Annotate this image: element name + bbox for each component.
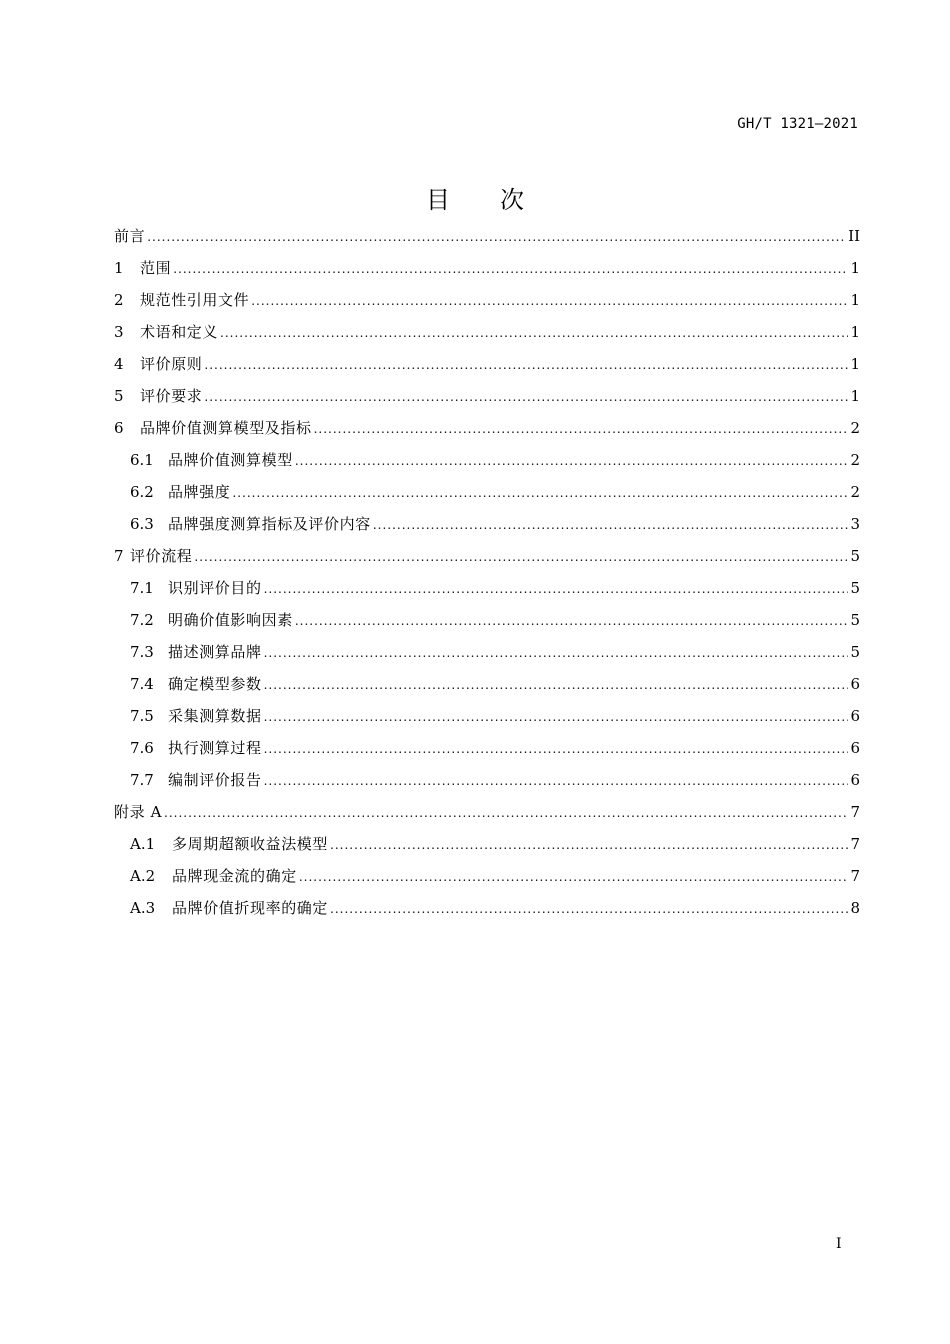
toc-entry-number: 3 bbox=[114, 323, 124, 341]
toc-entry-label: 确定模型参数 bbox=[168, 675, 262, 693]
toc-leader bbox=[194, 541, 848, 573]
toc-entry-label: 评价原则 bbox=[140, 355, 203, 373]
toc-title bbox=[0, 180, 950, 215]
toc-entry-label: 编制评价报告 bbox=[168, 771, 262, 789]
toc-entry-4[interactable] bbox=[114, 348, 860, 380]
toc-leader bbox=[264, 701, 849, 733]
toc-entry-number: 7 bbox=[114, 547, 124, 565]
toc-leader bbox=[173, 253, 848, 285]
toc-leader bbox=[264, 669, 849, 701]
toc-entry-label: 评价要求 bbox=[140, 387, 203, 405]
toc-entry-2[interactable] bbox=[114, 284, 860, 316]
toc-entry-label: 品牌强度测算指标及评价内容 bbox=[168, 515, 371, 533]
toc-entry-number: A.1 bbox=[130, 835, 156, 853]
toc-leader bbox=[204, 381, 848, 413]
toc-entry-number: 1 bbox=[114, 259, 124, 277]
toc-entry-page: 5 bbox=[850, 547, 860, 565]
toc-leader bbox=[330, 893, 848, 925]
toc-entry-number: 2 bbox=[114, 291, 124, 309]
toc-leader bbox=[204, 349, 848, 381]
toc-entry-label: 范围 bbox=[140, 259, 172, 277]
toc-leader bbox=[147, 221, 846, 253]
toc-entry-page: 6 bbox=[850, 707, 860, 725]
toc-leader bbox=[330, 829, 848, 861]
page-number: I bbox=[836, 1236, 842, 1252]
toc-leader bbox=[299, 861, 849, 893]
toc-entry-label: 描述测算品牌 bbox=[168, 643, 262, 661]
toc-entry-label: 品牌价值测算模型 bbox=[168, 451, 293, 469]
toc-entry-number: 7.5 bbox=[130, 707, 154, 725]
toc-entry-label: 附录 A bbox=[114, 803, 163, 821]
toc-entry-number: 6 bbox=[114, 419, 124, 437]
toc-leader bbox=[373, 509, 849, 541]
toc-entry-6-3[interactable] bbox=[114, 508, 860, 540]
toc-entry-number: 7.2 bbox=[130, 611, 154, 629]
toc-title-part1: 目 bbox=[426, 186, 450, 214]
toc-entry-label: 明确价值影响因素 bbox=[168, 611, 293, 629]
toc-entry-page: 3 bbox=[850, 515, 860, 533]
table-of-contents bbox=[114, 220, 860, 924]
toc-entry-page: 2 bbox=[850, 483, 860, 501]
toc-leader bbox=[295, 445, 849, 477]
toc-entry-number: 6.3 bbox=[130, 515, 154, 533]
toc-leader bbox=[232, 477, 848, 509]
toc-entry-6-1[interactable] bbox=[114, 444, 860, 476]
toc-leader bbox=[264, 765, 849, 797]
toc-entry-label: 前言 bbox=[114, 227, 146, 245]
toc-entry-foreword[interactable] bbox=[114, 220, 860, 252]
toc-entry-number: A.3 bbox=[130, 899, 156, 917]
toc-entry-number: 7.7 bbox=[130, 771, 154, 789]
toc-leader bbox=[264, 573, 849, 605]
toc-entry-page: 6 bbox=[850, 675, 860, 693]
toc-entry-1[interactable] bbox=[114, 252, 860, 284]
toc-entry-page: 5 bbox=[850, 579, 860, 597]
toc-entry-page: 6 bbox=[850, 739, 860, 757]
toc-entry-number: 5 bbox=[114, 387, 124, 405]
toc-entry-page: 1 bbox=[850, 355, 860, 373]
toc-entry-number: 7.3 bbox=[130, 643, 154, 661]
toc-entry-number: 6.2 bbox=[130, 483, 154, 501]
toc-entry-appendix-a[interactable] bbox=[114, 796, 860, 828]
toc-entry-page: 7 bbox=[850, 803, 860, 821]
toc-entry-page: 8 bbox=[850, 899, 860, 917]
toc-entry-page: 1 bbox=[850, 259, 860, 277]
toc-entry-a-1[interactable] bbox=[114, 828, 860, 860]
toc-entry-number: 7.4 bbox=[130, 675, 154, 693]
toc-title-part2: 次 bbox=[500, 186, 524, 214]
toc-entry-5[interactable] bbox=[114, 380, 860, 412]
toc-entry-page: 2 bbox=[850, 451, 860, 469]
toc-entry-7-4[interactable] bbox=[114, 668, 860, 700]
toc-entry-page: 7 bbox=[850, 835, 860, 853]
toc-entry-a-2[interactable] bbox=[114, 860, 860, 892]
toc-entry-3[interactable] bbox=[114, 316, 860, 348]
toc-entry-label: 品牌价值测算模型及指标 bbox=[140, 419, 312, 437]
toc-entry-page: 1 bbox=[850, 291, 860, 309]
toc-leader bbox=[251, 285, 848, 317]
toc-leader bbox=[264, 733, 849, 765]
toc-entry-number: 4 bbox=[114, 355, 124, 373]
toc-entry-7[interactable] bbox=[114, 540, 860, 572]
toc-entry-label: 品牌强度 bbox=[168, 483, 231, 501]
toc-entry-page: 6 bbox=[850, 771, 860, 789]
toc-entry-7-3[interactable] bbox=[114, 636, 860, 668]
toc-entry-label: 识别评价目的 bbox=[168, 579, 262, 597]
toc-entry-7-5[interactable] bbox=[114, 700, 860, 732]
toc-entry-7-6[interactable] bbox=[114, 732, 860, 764]
toc-entry-label: 执行测算过程 bbox=[168, 739, 262, 757]
toc-entry-7-7[interactable] bbox=[114, 764, 860, 796]
toc-entry-page: 2 bbox=[850, 419, 860, 437]
toc-entry-label: 术语和定义 bbox=[140, 323, 219, 341]
toc-entry-label: 评价流程 bbox=[130, 547, 193, 565]
toc-entry-label: 采集测算数据 bbox=[168, 707, 262, 725]
toc-leader bbox=[314, 413, 849, 445]
toc-entry-number: 7.1 bbox=[130, 579, 154, 597]
toc-entry-6[interactable] bbox=[114, 412, 860, 444]
toc-leader bbox=[164, 797, 848, 829]
toc-entry-page: II bbox=[848, 227, 860, 245]
toc-entry-7-1[interactable] bbox=[114, 572, 860, 604]
toc-entry-page: 1 bbox=[850, 387, 860, 405]
toc-entry-a-3[interactable] bbox=[114, 892, 860, 924]
toc-entry-label: 品牌价值折现率的确定 bbox=[172, 899, 329, 917]
toc-entry-label: 多周期超额收益法模型 bbox=[172, 835, 329, 853]
toc-entry-number: 7.6 bbox=[130, 739, 154, 757]
toc-entry-label: 规范性引用文件 bbox=[140, 291, 250, 309]
toc-leader bbox=[295, 605, 849, 637]
toc-leader bbox=[264, 637, 849, 669]
toc-entry-page: 1 bbox=[850, 323, 860, 341]
toc-leader bbox=[220, 317, 848, 349]
toc-entry-number: A.2 bbox=[130, 867, 156, 885]
toc-entry-page: 5 bbox=[850, 643, 860, 661]
toc-entry-6-2[interactable] bbox=[114, 476, 860, 508]
toc-entry-page: 5 bbox=[850, 611, 860, 629]
standard-code: GH/T 1321—2021 bbox=[737, 116, 858, 132]
toc-entry-7-2[interactable] bbox=[114, 604, 860, 636]
toc-entry-number: 6.1 bbox=[130, 451, 154, 469]
toc-entry-page: 7 bbox=[850, 867, 860, 885]
toc-entry-label: 品牌现金流的确定 bbox=[172, 867, 297, 885]
